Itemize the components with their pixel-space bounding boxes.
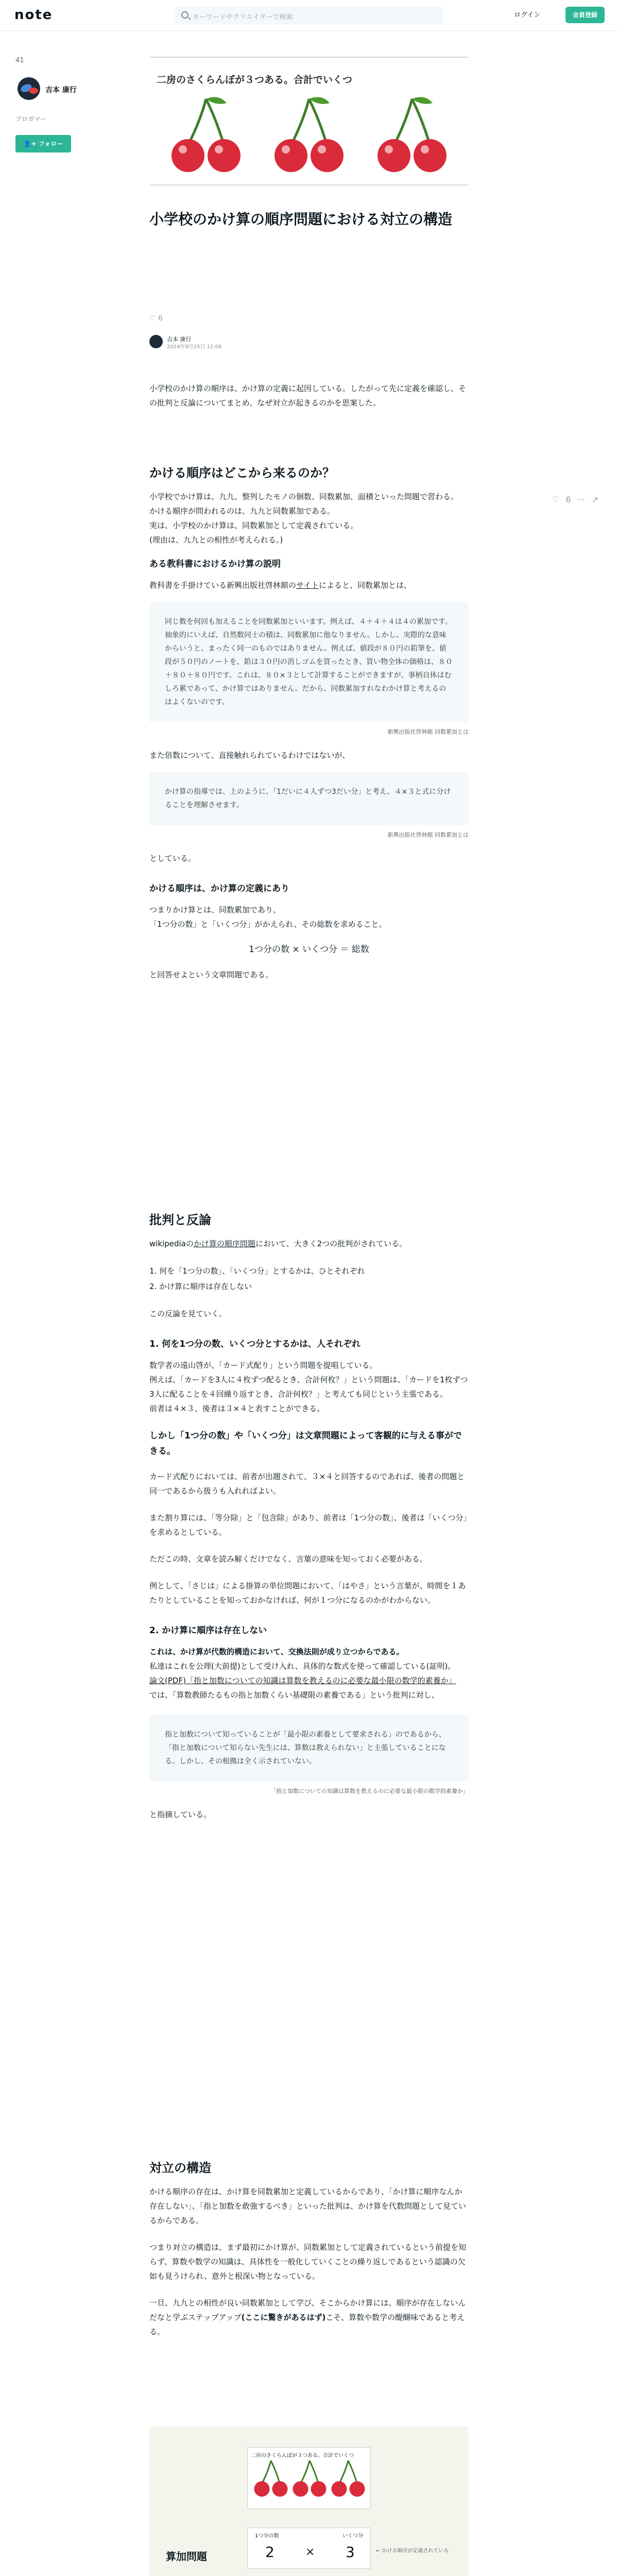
heading-textbook: ある教科書におけるかけ算の説明 (149, 559, 281, 569)
note-1 (376, 2546, 449, 2554)
author-role: ブロガマー (15, 115, 47, 123)
paragraph (149, 2296, 469, 2339)
paragraph: 「1つ分の数」と「いくつ分」がかえられ、その総数を求めること。 (149, 920, 387, 929)
hero-title: 二房のさくらんぼが３つある。合計でいくつ (157, 74, 353, 86)
paragraph (149, 1236, 469, 1251)
formula: 1つ分の数 × いくつ分 ＝ 総数 (249, 944, 369, 955)
paragraph: 例として、「さじは」による掛算の単位問題において、「はやさ」という言葉が、時間を１あたりとしていることを知っておかなければ、何が１つ分になるのかがわからない。 (149, 1581, 466, 1605)
heading-definition: かける順序は、かけ算の定義にあり (149, 884, 289, 894)
row1-a: 2 (265, 2544, 274, 2561)
text: において、大きく2つの批判がされている。 (255, 1239, 407, 1248)
paragraph: 数学者の遠山啓が、「カード式配り」という問題を提唱している。 (149, 1361, 377, 1370)
paragraph: と回答せよという文章問題である。 (149, 970, 273, 979)
author-sidebar (15, 57, 113, 147)
row1-op: × (305, 2546, 315, 2558)
text: 教科書を手掛けている新興出版社啓林館の (149, 581, 297, 590)
paragraph (149, 578, 469, 592)
heading-criticism: 批判と反論 (149, 1213, 211, 1227)
quote-caption[interactable]: 新興出版社啓林館 同数累加とは (387, 728, 469, 735)
paragraph: かける順序の存在は、かけ算を同数累加と定義しているからであり、「かけ算に順序なんか存在しない」、「指と加数を敢強するべき」といった批判は、かけ算を代数問題として見ているからである。 (149, 2187, 467, 2225)
intro-block (149, 381, 469, 410)
mini-cherries (248, 2458, 371, 2510)
search-placeholder: キーワードやクリエイターで検索 (193, 13, 293, 21)
top-header (0, 0, 618, 31)
col-right-label: いくつ分 (342, 2533, 363, 2539)
paragraph: カード式配りにおいては、前者が出題されて、３×４と回答するのであれば、後者の問題と同一であるから扱うも入れればよい。 (149, 1472, 465, 1496)
paragraph: 例えば、「カードを3人に４枚ずつ配るとき、合計何枚？」という問題は、「カードを1枚ずつ3人に配ることを４回繰り返すとき、合計何枚？」と考えても同じという主張である。 (149, 1375, 468, 1399)
paragraph: また倍数について、直接触れられているわけではないが、 (149, 751, 350, 760)
paragraph: 私達はこれを公理(大前提)として受け入れ、具体的な数式を使って確認している(証明)。 (149, 1662, 456, 1671)
list-item: 2. かけ算に順序は存在しない (149, 1282, 252, 1291)
criticism-list (149, 1263, 469, 1294)
text: こそ、算数や数学の醍醐味であると考える。 (149, 2313, 465, 2336)
author-name-small[interactable]: 吉本 康行 (167, 336, 192, 343)
person-add-icon: 👤+ (23, 140, 39, 147)
col-left-label: 1つ分の数 (255, 2533, 279, 2539)
intro-text: 小学校のかけ算の順序は、かけ算の定義に起因している。したがって先に定義を確認し、その批判と反論についてまとめ、なぜ対立が起きるのかを思案した。 (149, 384, 467, 408)
blockquote: 指と加数について知っていることが「最小限の素養として要求される」のであるから、「指と加数について知らない先生には、算数は教えられない」と主張していることになる。しかし、その根拠は全く示されていない。 (149, 1715, 469, 1782)
paragraph: つまりかけ算とは、同数累加であり、 (149, 905, 281, 914)
heart-icon[interactable]: ♡ (149, 314, 159, 323)
quote-caption[interactable]: 新興出版社啓林館 同数累加とは (387, 832, 469, 838)
diagram-top-title: 二房のさくらんぼが３つある。合計でいくつ (251, 2453, 354, 2459)
paragraph: この反論を見ていく。 (149, 1309, 227, 1318)
arrow-left-icon: ← (376, 2548, 382, 2554)
more-icon[interactable]: ⋯ (577, 495, 586, 504)
text: wikipediaの (149, 1239, 194, 1248)
paragraph: と指摘している。 (149, 1810, 212, 1819)
paragraph: つまり対立の構造は、まず最初にかけ算が、同数累加として定義されているという前提を知らず、算数や数学の知識は、具体性を一般化していくことの繰り返しであるという認識の欠如も見うけられ、意外と根深い物となっている。 (149, 2243, 467, 2281)
cherry-pair-2 (274, 97, 344, 172)
paragraph: としている。 (149, 854, 196, 863)
multiplication-diagram (149, 2427, 469, 2576)
paragraph: これは、かけ算が代数的構造において、交換法則が成り立つからである。 (149, 1647, 404, 1656)
publish-date: 2024年9月15日 11:06 (167, 344, 222, 350)
floating-actions (552, 495, 605, 504)
paragraph: (理由は、九九との相性が考えられる。) (149, 535, 283, 545)
paragraph: では、「算数教師たるもの指と加数くらい基礎限の素養である」という批判に対し、 (149, 1690, 439, 1700)
section-2 (149, 1211, 469, 1822)
note-1-text: かける順序が定義されている (382, 2548, 449, 2554)
paragraph: 小学校でかけ算は、九九、整列したモノの個数、同数累加、面積といった問題で習わる。 (149, 492, 458, 501)
share-icon[interactable]: ↗ (591, 495, 598, 504)
hero-image (149, 57, 469, 185)
diagram-top-box (247, 2447, 371, 2509)
blockquote: 同じ数を何回も加えることを同数累加といいます。例えば、４＋４＋４は４の累加です。抽象的にいえば、自然数同士の積は、同数累加に他なりません。しかし、実際的な意味からいうと、まったく同一のものではありません。例えば、値段が８０円の鉛筆を、値段が５０円のノートを、鉛は３０円の消しゴムを買ったとき、買い物全体の価格は、８０＋８０＋８０円です。これは、８０×３として計算することができますが、事柄自体はむしろ累であって、かけ算ではありません。だから、同数累加すれなわかけ算と考えるのはよくないのです。 (149, 602, 469, 722)
cherries-illustration (149, 94, 469, 181)
sidebar-number: 41 (15, 57, 24, 64)
author-name[interactable]: 吉本 康行 (45, 86, 77, 94)
heading-rebuttal-1: しかし「1つ分の数」や「いくつ分」は文章問題によって客観的に与える事ができる。 (149, 1431, 462, 1456)
wikipedia-link[interactable]: かけ算の順序問題 (193, 1239, 255, 1248)
text: によると、同数累加とは、 (318, 581, 411, 590)
search-input[interactable] (175, 7, 443, 24)
row1-box (247, 2528, 371, 2569)
emphasis: (ここに驚きがあるはず) (241, 2313, 326, 2322)
section-3 (149, 2159, 469, 2339)
article-title: 小学校のかけ算の順序問題における対立の構造 (149, 211, 453, 228)
text: 一旦、九九との相性が良い同数累加として学び、そこからかけ算には、順序が存在しないんだなと学ぶステップアップ (149, 2298, 466, 2322)
paragraph: かける順序が問われるのは、九九と同数累加である。 (149, 506, 335, 516)
like-area[interactable] (149, 314, 163, 323)
row1-b: 3 (346, 2544, 355, 2561)
row1-label: 算加問題 (166, 2550, 207, 2563)
list-item: 1. 何を「1つ分の数」、「いくつ分」とするかは、ひとそれぞれ (149, 1266, 365, 1276)
cherry-pair-3 (377, 97, 447, 172)
signup-button[interactable]: 会員登録 (565, 7, 605, 23)
heart-icon[interactable]: ♡ (552, 495, 560, 504)
cherry-pair-1 (171, 97, 241, 172)
float-like-count: 6 (565, 495, 571, 504)
paragraph: 前者は４×３、後者は３×４と表すことができる。 (149, 1404, 325, 1413)
paragraph: また割り算には、「等分除」と「包含除」があり、前者は「1つ分の数」、後者は「いくつ分」を求めるとしている。 (149, 1513, 468, 1537)
login-link[interactable]: ログイン (514, 11, 541, 19)
follow-label: フォロー (38, 140, 63, 147)
heading-origin: かける順序はどこから来るのか？ (149, 466, 335, 480)
search-icon (181, 11, 188, 19)
quote-caption[interactable]: 「指と加数についての知識は算数を教えるのに必要な最小限の数学的素養か」 (270, 1788, 469, 1794)
heading-critique-2: 2. かけ算に順序は存在しない (149, 1625, 267, 1636)
blockquote: かけ算の指導では、上のように、「1だいに４人ずつ3だい分」と考え、４×３と式に分けることを理解させます。 (149, 772, 469, 825)
paragraph: ただこの時、文章を読み解くだけでなく、言葉の意味を知っておく必要がある。 (149, 1554, 427, 1564)
heading-structure: 対立の構造 (149, 2161, 211, 2175)
author-avatar-small[interactable] (149, 335, 163, 348)
note-logo[interactable]: note (14, 7, 53, 23)
follow-button[interactable] (15, 135, 71, 152)
section-1 (149, 464, 469, 982)
like-count: 6 (158, 314, 163, 323)
paragraph: 実は、小学校のかけ算は、同数累加として定義されている。 (149, 521, 358, 530)
site-link[interactable]: サイト (296, 581, 319, 590)
paper-link[interactable]: 論文(PDF)「指と加数についての知識は算数を教えるのに必要な最小限の数学的素養か」 (149, 1676, 456, 1685)
heading-critique-1: 1. 何を1つ分の数、いくつ分とするかは、人それぞれ (149, 1339, 361, 1349)
author-avatar[interactable] (18, 77, 40, 100)
